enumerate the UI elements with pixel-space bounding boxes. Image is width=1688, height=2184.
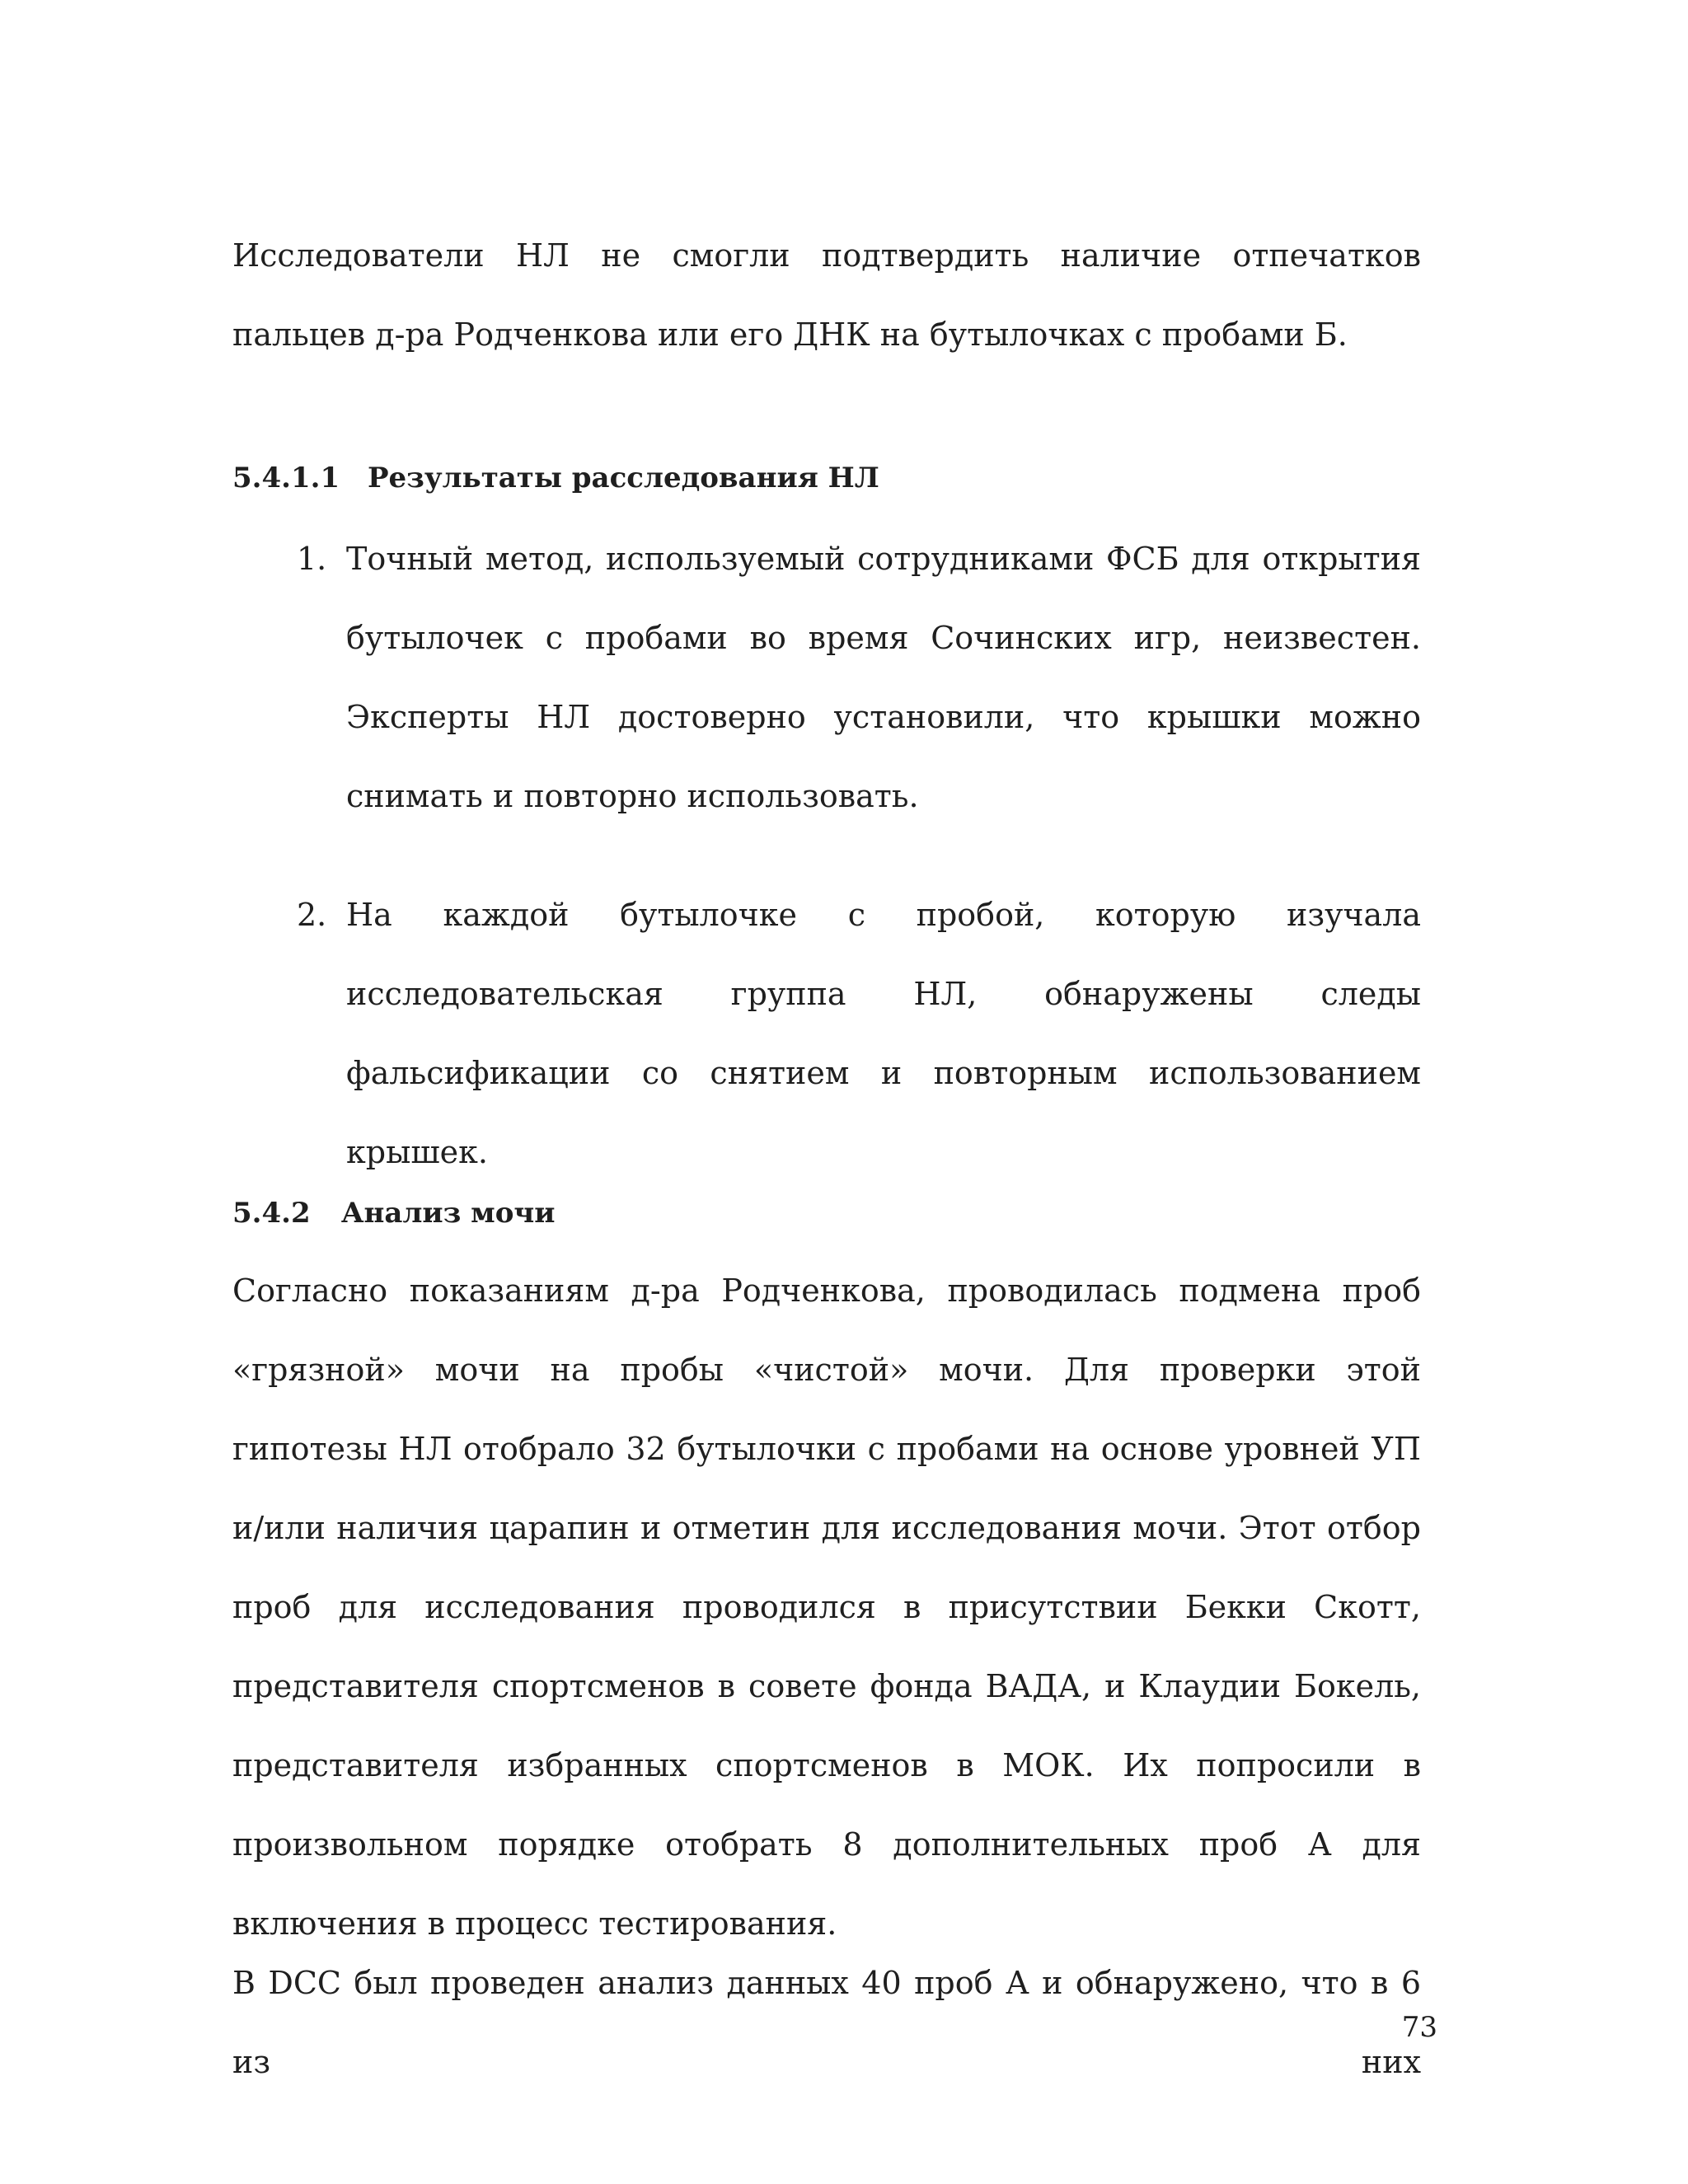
section-heading-5-4-1-1	[232, 462, 879, 494]
list-item	[297, 519, 1421, 836]
list-item-marker: 1.	[297, 541, 327, 577]
section-number: 5.4.2	[232, 1197, 311, 1230]
list-item	[297, 875, 1421, 1192]
body-paragraph: Согласно показаниям д-ра Родченкова, проводилась подмена проб «грязной» мочи на пробы «чистой» мочи. Для проверки этой гипотезы НЛ отобрало 32 бутылочки с пробами на основе уровней УП и/или наличия царапин и отметин для исследования мочи. Этот отбор проб для исследования проводился в присутствии Бекки Скотт, представителя спортсменов в совете фонда ВАДА, и Клаудии Бокель, представителя избранных спортсменов в МОК. Их попросили в произвольном порядке отобрать 8 дополнительных проб А для включения в процесс тестирования.	[232, 1272, 1421, 1942]
page-number: 73	[1401, 2011, 1437, 2044]
section-number: 5.4.1.1	[232, 462, 340, 494]
body-paragraph: В DCC был проведен анализ данных 40 проб А и обнаружено, что в 6 из них	[232, 1965, 1421, 2080]
list-item-text: Точный метод, используемый сотрудниками ФСБ для открытия бутылочек с пробами во время Сочинских игр, неизвестен. Эксперты НЛ достоверно установили, что крышки можно снимать и повторно использовать.	[346, 541, 1421, 814]
section-title: Результаты расследования НЛ	[367, 462, 879, 494]
list-item-marker: 2.	[297, 897, 327, 933]
intro-paragraph: Исследователи НЛ не смогли подтвердить наличие отпечатков пальцев д-ра Родченкова или его ДНК на бутылочках с пробами Б.	[232, 237, 1421, 353]
section-title: Анализ мочи	[340, 1197, 556, 1230]
section-heading-5-4-2	[232, 1197, 556, 1230]
list-item-text: На каждой бутылочке с пробой, которую изучала исследовательская группа НЛ, обнаружены следы фальсификации со снятием и повторным использованием крышек.	[346, 897, 1421, 1170]
